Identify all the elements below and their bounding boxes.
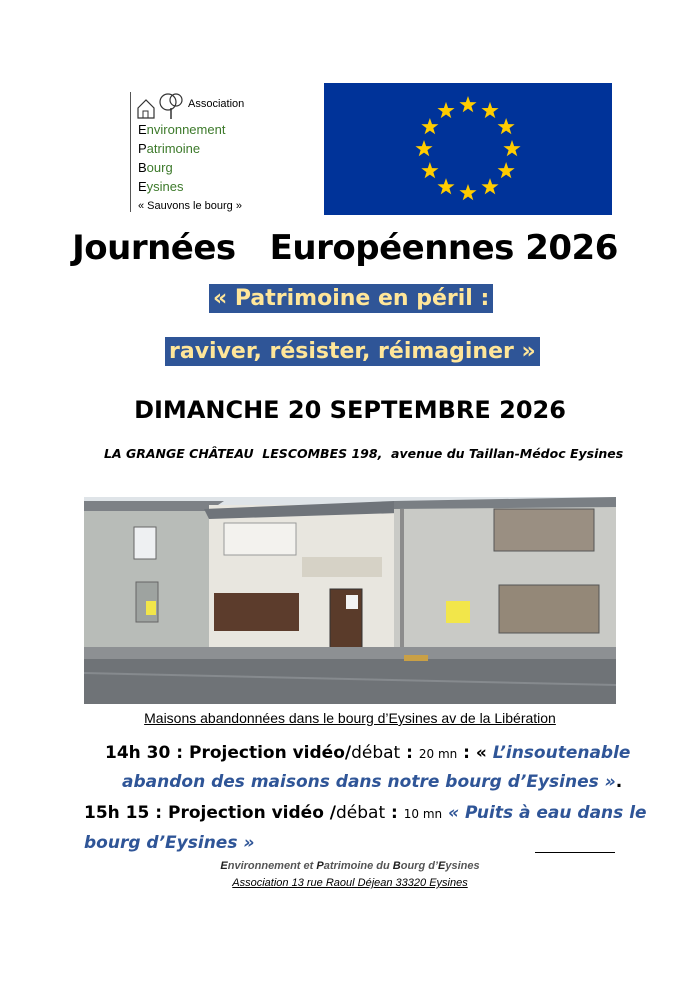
eu-flag bbox=[324, 83, 612, 215]
abandoned-houses-photo bbox=[84, 497, 616, 704]
logo-slogan: « Sauvons le bourg » bbox=[138, 200, 242, 212]
star-icon bbox=[437, 102, 454, 118]
photo-caption: Maisons abandonnées dans le bourg d’Eysines av de la Libération bbox=[144, 710, 556, 726]
star-icon bbox=[459, 184, 476, 200]
star-icon bbox=[415, 140, 432, 156]
footer-association-name: Environnement et Patrimoine du Bourg d’Eysines bbox=[220, 860, 480, 872]
star-icon bbox=[421, 162, 438, 178]
program-item-2-cont: bourg d’Eysines » bbox=[84, 833, 255, 853]
logo-line: Environnement bbox=[138, 122, 226, 137]
association-logo bbox=[128, 92, 268, 217]
star-icon bbox=[498, 118, 515, 134]
star-icon bbox=[503, 140, 520, 156]
program-item-2: 15h 15 : Projection vidéo /débat : 10 mn « Puits à eau dans le bbox=[84, 803, 647, 823]
star-icon bbox=[437, 178, 454, 194]
star-icon bbox=[421, 118, 438, 134]
eu-stars bbox=[324, 83, 612, 215]
star-icon bbox=[481, 102, 498, 118]
houses-illustration bbox=[84, 497, 616, 704]
logo-association-label: Association bbox=[188, 98, 245, 110]
program-item-1: 14h 30 : Projection vidéo/débat : 20 mn : « L’insoutenable bbox=[105, 743, 631, 763]
logo-line: Eysines bbox=[138, 179, 184, 194]
footer-address: Association 13 rue Raoul Déjean 33320 Eysines bbox=[232, 877, 468, 889]
subtitle-line-1: « Patrimoine en péril : bbox=[209, 284, 493, 313]
divider bbox=[535, 852, 615, 853]
page-title: Journées Européennes 2026 bbox=[72, 228, 618, 268]
star-icon bbox=[498, 162, 515, 178]
logo-line: Patrimoine bbox=[138, 141, 201, 156]
program-item-1-cont: abandon des maisons dans notre bourg d’Eysines ». bbox=[122, 772, 623, 792]
event-venue: LA GRANGE CHÂTEAU LESCOMBES 198, avenue du Taillan-Médoc Eysines bbox=[104, 446, 624, 461]
star-icon bbox=[481, 178, 498, 194]
subtitle-line-2: raviver, résister, réimaginer » bbox=[165, 337, 540, 366]
event-date: DIMANCHE 20 SEPTEMBRE 2026 bbox=[134, 396, 566, 424]
logo-line: Bourg bbox=[138, 160, 173, 175]
tree-house-icon bbox=[134, 92, 190, 122]
star-icon bbox=[459, 96, 476, 112]
